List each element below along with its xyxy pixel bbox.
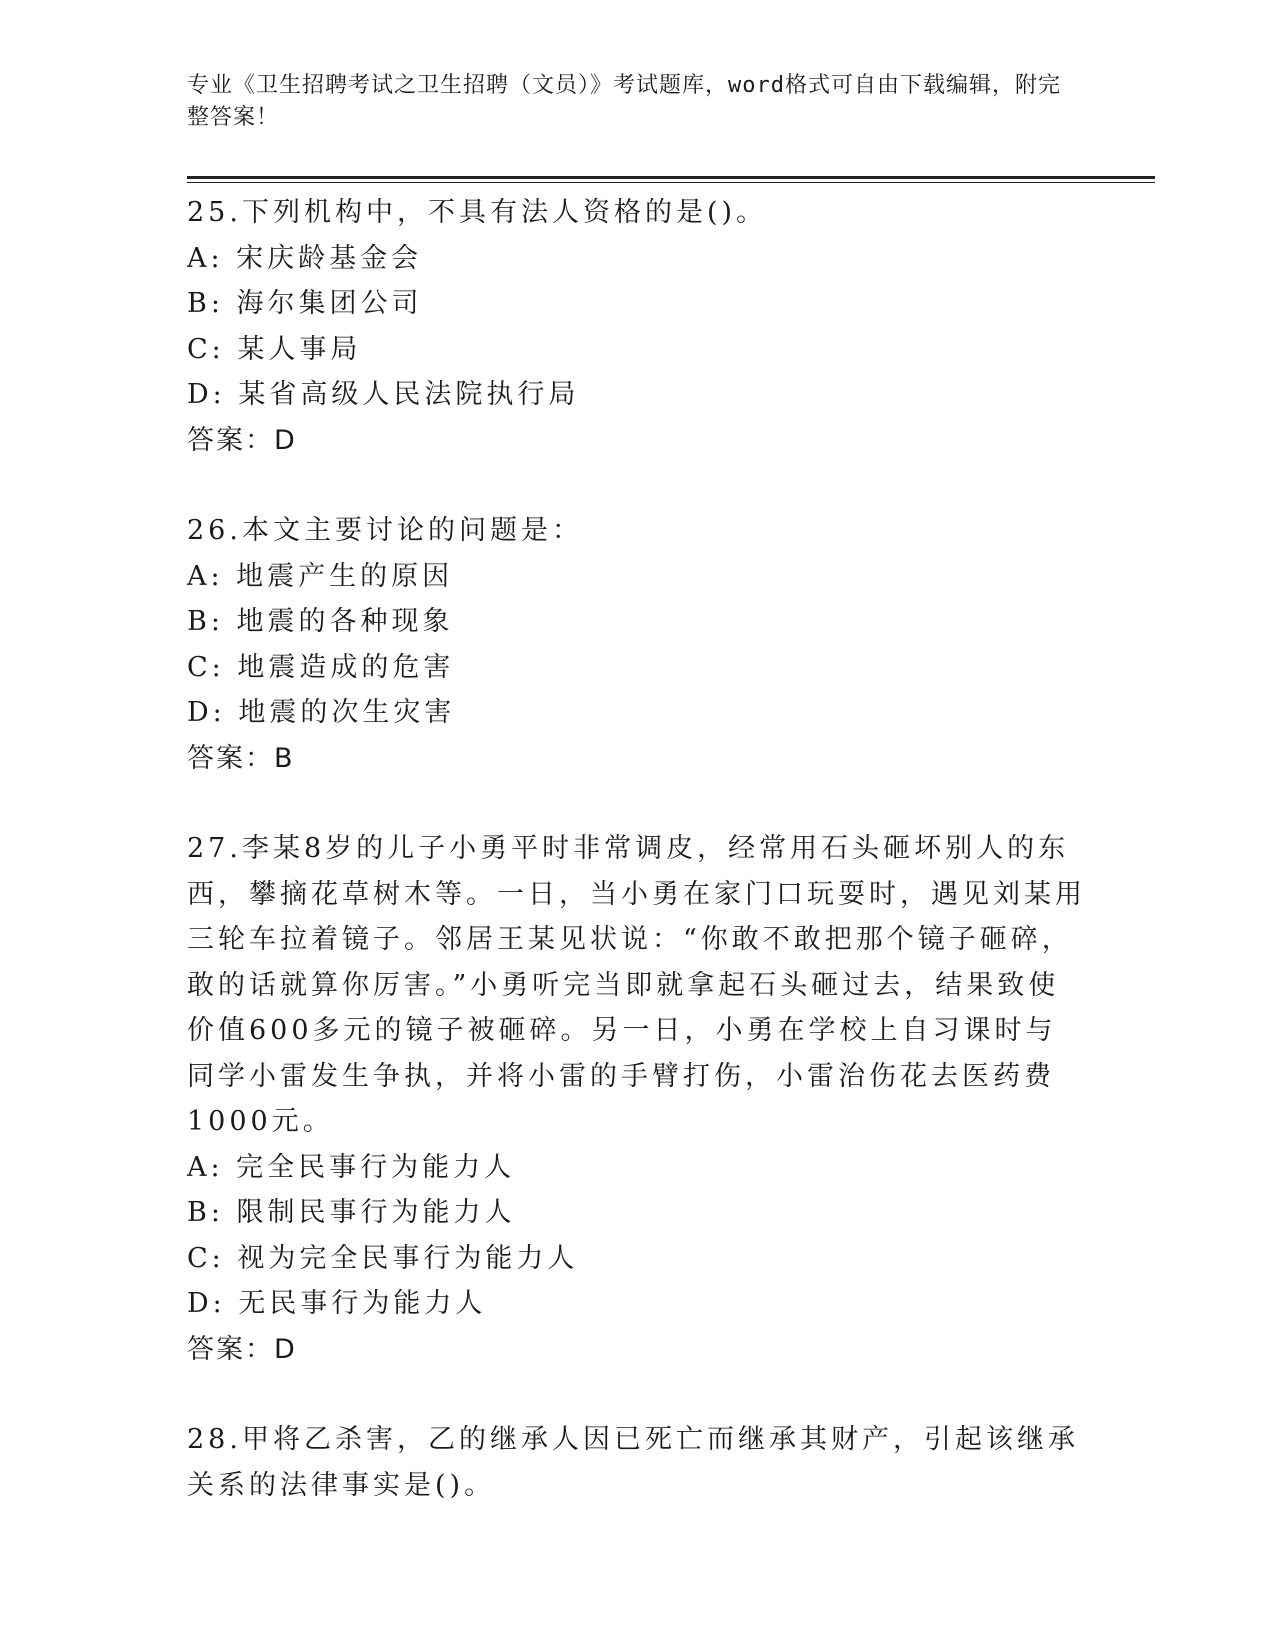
question-27	[187, 826, 1087, 1372]
header-divider-thin	[187, 182, 1155, 183]
option-b: B: 海尔集团公司	[187, 288, 423, 319]
option-a: A: 宋庆龄基金会	[187, 242, 423, 274]
question-stem: 27.李某8岁的儿子小勇平时非常调皮，经常用石头砸坏别人的东西，攀摘花草树木等。一日，当小勇在家门口玩耍时，遇见刘某用三轮车拉着镜子。邻居王某见状说：“你敢不敢把那个镜子砸碎，敢的话就算你厉害。”小勇听完当即就拿起石头砸过去，结果致使价值600多元的镜子被砸碎。另一日，小勇在学校上自习课时与同学小雷发生争执，并将小雷的手臂打伤，小雷治伤花去医药费1000元。	[187, 833, 1086, 1137]
question-list	[187, 190, 1087, 1508]
option-b: B: 地震的各种现象	[187, 606, 454, 637]
question-25	[187, 190, 1087, 463]
option-c: C: 视为完全民事行为能力人	[187, 1242, 579, 1274]
spacer	[187, 781, 1087, 826]
option-d: D: 无民事行为能力人	[187, 1288, 487, 1319]
question-stem: 25.下列机构中，不具有法人资格的是()。	[187, 197, 768, 228]
question-26	[187, 508, 1087, 781]
option-b: B: 限制民事行为能力人	[187, 1197, 516, 1228]
header-divider-thick	[187, 176, 1155, 179]
spacer	[187, 463, 1087, 508]
answer: 答案：D	[187, 424, 297, 456]
answer: 答案：D	[187, 1333, 297, 1365]
question-stem: 28.甲将乙杀害，乙的继承人因已死亡而继承其财产，引起该继承关系的法律事实是()。	[187, 1424, 1079, 1501]
option-a: A: 地震产生的原因	[187, 560, 454, 592]
option-d: D: 地震的次生灾害	[187, 697, 456, 728]
spacer	[187, 1372, 1087, 1417]
question-stem: 26.本文主要讨论的问题是：	[187, 515, 583, 546]
option-c: C: 某人事局	[187, 333, 362, 365]
question-28	[187, 1417, 1087, 1508]
answer: 答案：B	[187, 742, 295, 774]
document-header: 专业《卫生招聘考试之卫生招聘（文员）》考试题库，word格式可自由下载编辑，附完整答案！	[187, 73, 1061, 130]
option-d: D: 某省高级人民法院执行局	[187, 379, 580, 410]
option-a: A: 完全民事行为能力人	[187, 1151, 516, 1183]
option-c: C: 地震造成的危害	[187, 651, 455, 683]
